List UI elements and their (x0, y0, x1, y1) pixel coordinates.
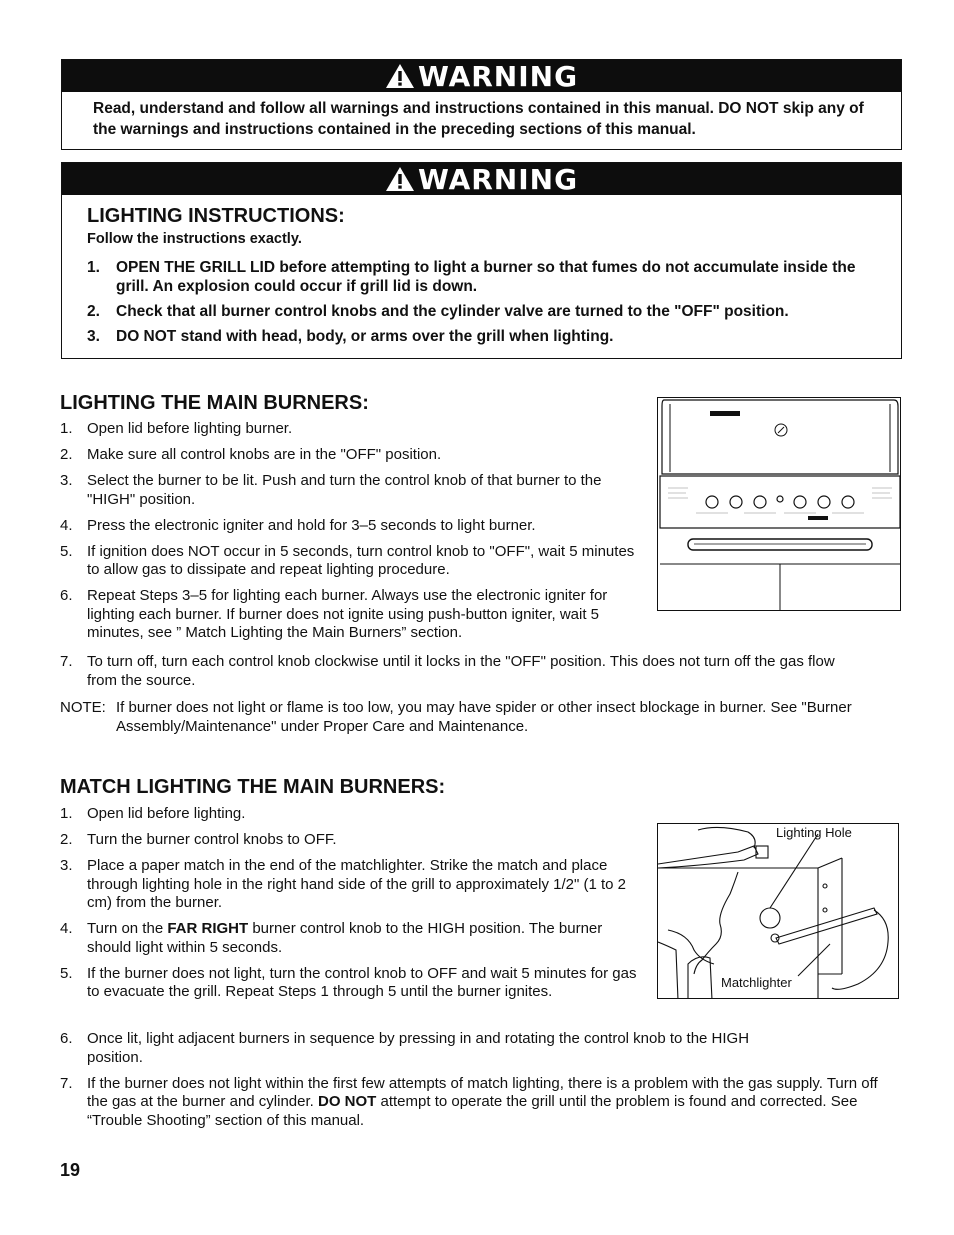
grill-illustration (658, 398, 901, 611)
list-item: 6. Once lit, light adjacent burners in sequence by pressing in and rotating the control knob to the HIGH position. (60, 1030, 750, 1066)
list-item: 1. OPEN THE GRILL LID before attempting to light a burner so that fumes do not accumulate inside the grill. An explosion could occur if grill lid is down. (87, 259, 856, 295)
list-item: 2. Check that all burner control knobs and the cylinder valve are turned to the "OFF" position. (87, 303, 789, 320)
warning-triangle-icon (385, 166, 415, 192)
list-item: 2. Make sure all control knobs are in the "OFF" position. (60, 446, 442, 463)
follow-instructions-text: Follow the instructions exactly. (87, 231, 302, 247)
main-burners-heading: LIGHTING THE MAIN BURNERS: (60, 392, 369, 414)
main-burners-steps (60, 420, 640, 650)
list-item: 7. To turn off, turn each control knob clockwise until it locks in the "OFF" position. This does not turn off the gas flow from the source. (60, 653, 835, 689)
list-item: 7. If the burner does not light within the first few attempts of match lighting, there is a problem with the gas supply. Turn off the gas at the burner and cylinder. DO NOT attempt to operate the grill until the problem is found and corrected. See “Trouble Shooting” section of this manual. (60, 1074, 878, 1129)
lighting-instructions-heading: LIGHTING INSTRUCTIONS: (87, 205, 345, 227)
warning-title: WARNING (417, 162, 579, 196)
warning-triangle-icon (385, 63, 415, 89)
warning-box-1 (61, 59, 902, 150)
list-item: 4. Press the electronic igniter and hold for 3–5 seconds to light burner. (60, 516, 536, 534)
lighting-hole-label: Lighting Hole (776, 825, 852, 840)
list-item: 3. DO NOT stand with head, body, or arms over the grill when lighting. (87, 328, 614, 345)
list-item: 2. Turn the burner control knobs to OFF. (60, 831, 337, 848)
matchlighter-illustration (657, 823, 899, 999)
warning-title: WARNING (417, 59, 579, 93)
warning-text: Read, understand and follow all warnings and instructions contained in this manual. DO NOT skip any of the warnings and instructions contained in the preceding sections of this manual. (93, 100, 864, 138)
match-lighting-heading: MATCH LIGHTING THE MAIN BURNERS: (60, 776, 446, 798)
note-label: NOTE: (60, 699, 106, 716)
main-burners-steps-cont (60, 653, 860, 698)
list-item: 5. If ignition does NOT occur in 5 seconds, turn control knob to "OFF", wait 5 minutes to allow gas to dissipate and repeat lighting procedure. (60, 542, 635, 578)
list-item: 5. If the burner does not light, turn the control knob to OFF and wait 5 minutes for gas to evacuate the grill. Repeat Steps 1 through 5 until the burner ignites. (60, 964, 637, 1000)
list-item: 4. Turn on the FAR RIGHT burner control knob to the HIGH position. The burner should light within 5 seconds. (60, 920, 603, 956)
list-item: 1. Open lid before lighting. (60, 805, 246, 822)
page-number: 19 (60, 1160, 81, 1180)
warning-banner (62, 163, 901, 195)
warning-box-2 (61, 162, 902, 359)
note (60, 699, 880, 736)
grill-front-illustration (657, 397, 901, 611)
list-item: 3. Place a paper match in the end of the matchlighter. Strike the match and place through lighting hole in the right hand side of the grill to approximately 1/2" (1 to 2 cm) from the burner. (60, 857, 626, 911)
list-item: 1. Open lid before lighting burner. (60, 420, 293, 437)
matchlighter-label: Matchlighter (721, 975, 792, 990)
note-text: If burner does not light or flame is too low, you may have spider or other insect blockage in burner. See "Burner Assembly/Maintenance" under Proper Care and Maintenance. (116, 699, 852, 735)
match-lighting-steps-cont (60, 1030, 880, 1138)
warning-banner (62, 60, 901, 92)
match-lighting-steps (60, 805, 650, 1009)
list-item: 6. Repeat Steps 3–5 for lighting each burner. Always use the electronic igniter for lighting each burner. If burner does not ignite using push-button igniter, wait 5 minutes, see ” Match Lighting the Main Burners” section. (60, 587, 608, 641)
list-item: 3. Select the burner to be lit. Push and turn the control knob of that burner to the "HIGH" position. (60, 472, 602, 508)
lighting-instructions-list (87, 258, 881, 346)
matchlighter-drawing (658, 824, 899, 999)
